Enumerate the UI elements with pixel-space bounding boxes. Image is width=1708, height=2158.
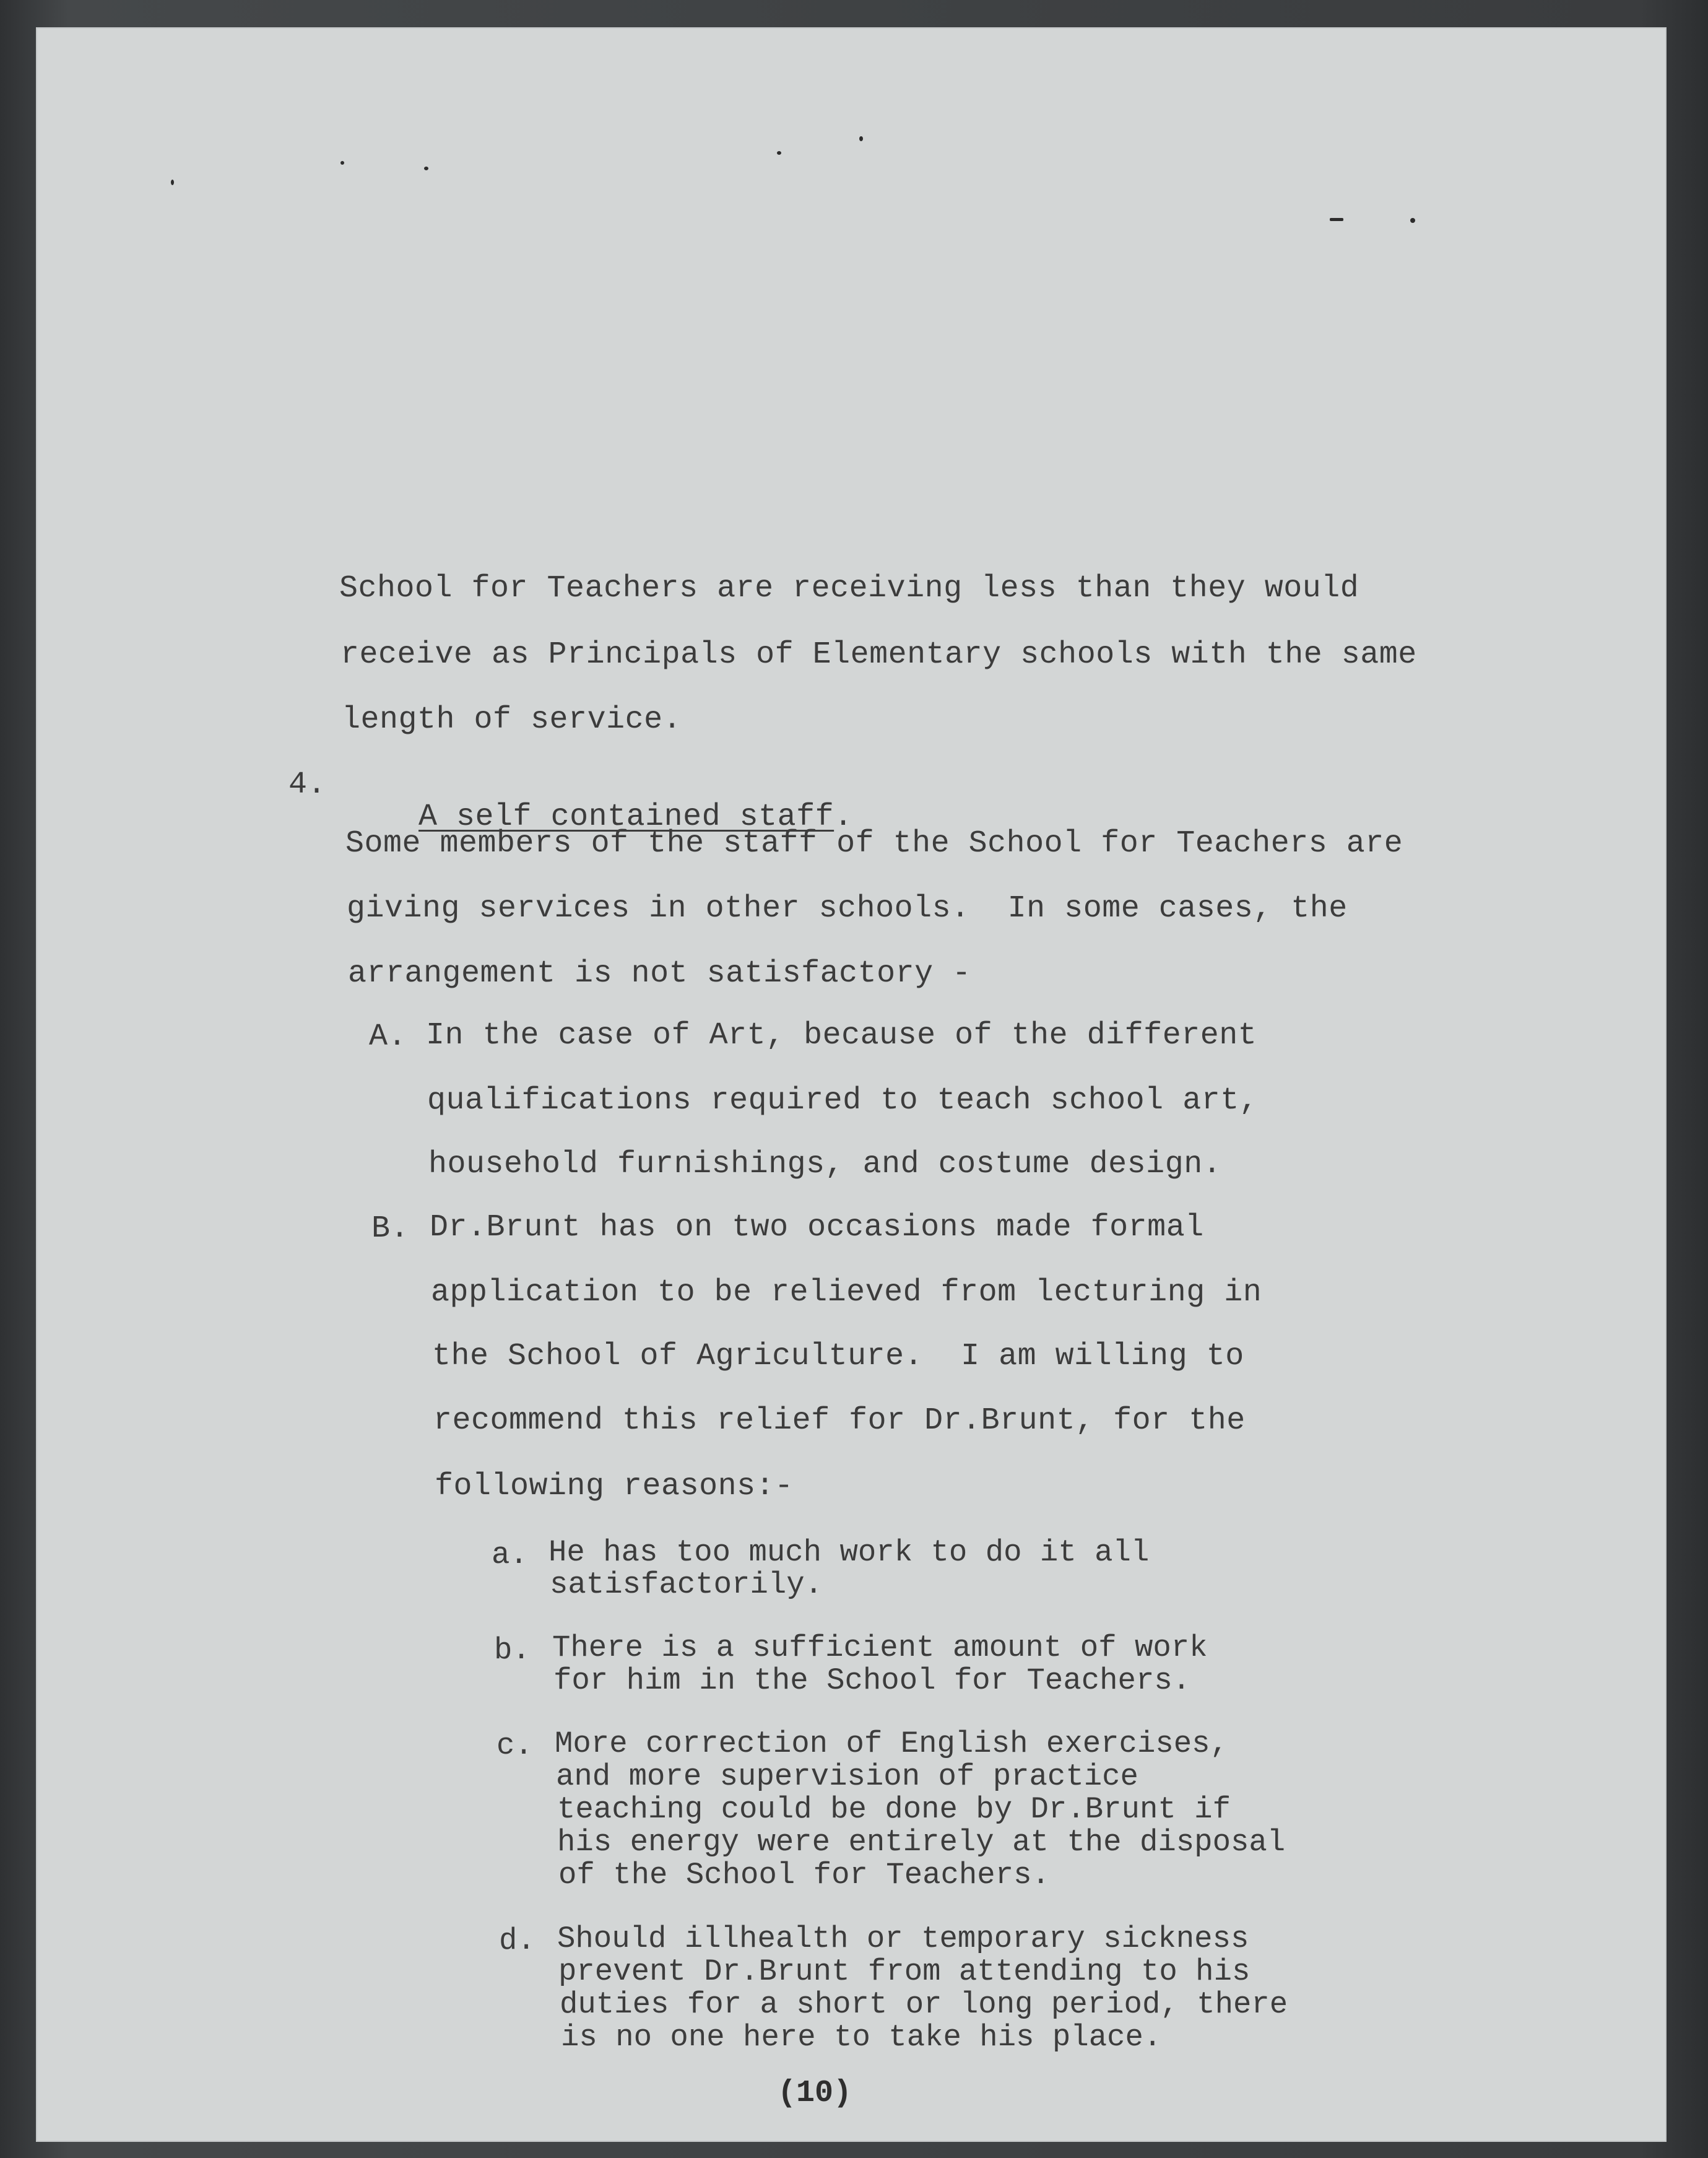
reason-a-marker: a.	[492, 1538, 528, 1572]
reason-c-line: and more supervision of practice	[556, 1759, 1138, 1794]
reason-a-line: He has too much work to do it all	[548, 1535, 1150, 1570]
section-heading-text: A self contained staff	[418, 799, 834, 835]
paper-speck	[1410, 218, 1415, 223]
reason-d-line: Should illhealth or temporary sickness	[557, 1921, 1249, 1956]
item-a-line: In the case of Art, because of the different	[426, 1018, 1257, 1053]
section-intro-line: Some members of the staff of the School for Teachers are	[345, 826, 1403, 861]
reason-c-marker: c.	[496, 1728, 533, 1763]
reason-c-line: his energy were entirely at the disposal	[557, 1825, 1286, 1860]
reason-c-line: of the School for Teachers.	[558, 1858, 1050, 1892]
reason-a-line: satisfactorily.	[550, 1567, 823, 1602]
continuation-line: receive as Principals of Elementary schools with the same	[340, 637, 1417, 672]
paper-speck	[424, 167, 428, 170]
item-b-line: Dr.Brunt has on two occasions made formal	[430, 1210, 1204, 1245]
paper-speck	[777, 151, 781, 155]
section-number: 4.	[288, 767, 327, 803]
item-a-line: household furnishings, and costume design.	[428, 1147, 1222, 1182]
item-b-marker: B.	[371, 1211, 410, 1247]
paper-speck	[859, 136, 863, 141]
paper-speck	[340, 161, 344, 165]
item-b-line: recommend this relief for Dr.Brunt, for the	[433, 1403, 1246, 1438]
item-a-line: qualifications required to teach school art,	[427, 1083, 1259, 1118]
reason-c-line: More correction of English exercises,	[555, 1726, 1228, 1761]
reason-c-line: teaching could be done by Dr.Brunt if	[557, 1792, 1231, 1827]
paper-speck	[171, 180, 174, 185]
item-b-line: the School of Agriculture. I am willing to	[432, 1339, 1244, 1374]
continuation-line: length of service.	[342, 702, 682, 737]
page-number: (10)	[778, 2076, 852, 2111]
reason-d-line: prevent Dr.Brunt from attending to his	[558, 1954, 1251, 1989]
reason-b-line: for him in the School for Teachers.	[553, 1663, 1191, 1698]
paper-speck	[1330, 218, 1343, 221]
item-a-marker: A.	[369, 1019, 407, 1055]
section-intro-line: giving services in other schools. In some cases, the	[347, 891, 1348, 926]
item-b-line: application to be relieved from lecturing in	[431, 1275, 1262, 1310]
section-intro-line: arrangement is not satisfactory -	[348, 956, 971, 991]
reason-d-marker: d.	[499, 1923, 535, 1958]
continuation-line: School for Teachers are receiving less than they would	[339, 571, 1359, 606]
reason-b-line: There is a sufficient amount of work	[552, 1630, 1208, 1665]
typed-page	[36, 27, 1667, 2142]
reason-d-line: is no one here to take his place.	[561, 2020, 1162, 2055]
item-b-line: following reasons:-	[435, 1469, 794, 1504]
reason-d-line: duties for a short or long period, there	[560, 1987, 1288, 2022]
section-heading-period: .	[834, 799, 853, 835]
reason-b-marker: b.	[494, 1633, 531, 1668]
